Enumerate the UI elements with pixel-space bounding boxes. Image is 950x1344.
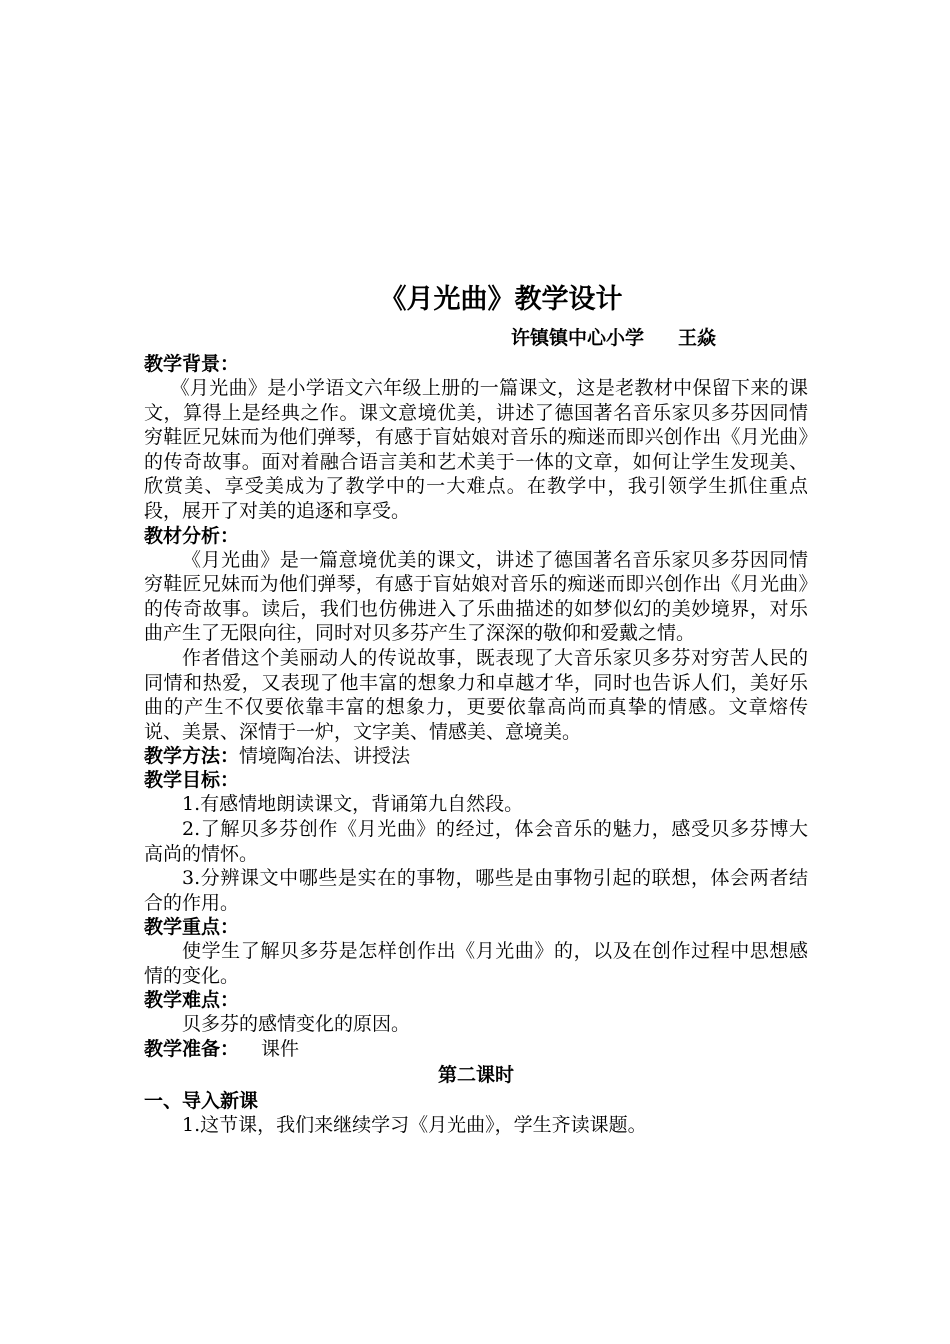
- method-line: [144, 744, 808, 768]
- goal-item-2: 2.了解贝多芬创作《月光曲》的经过，体会音乐的魅力，感受贝多芬博大高尚的情怀。: [144, 817, 808, 865]
- preparation-heading: 教学准备：: [144, 1038, 240, 1061]
- part-one-heading: 一、导入新课: [144, 1090, 259, 1113]
- key-points-text: 使学生了解贝多芬是怎样创作出《月光曲》的，以及在创作过程中思想感情的变化。: [144, 940, 808, 987]
- method-text: 情境陶冶法、讲授法: [239, 745, 411, 768]
- difficulties-heading: 教学难点：: [144, 989, 240, 1012]
- author-school: 许镇镇中心小学: [510, 327, 644, 349]
- goal-item-1: 1.有感情地朗读课文，背诵第九自然段。: [182, 793, 524, 816]
- analysis-paragraph-2: 作者借这个美丽动人的传说故事，既表现了大音乐家贝多芬对穷苦人民的同情和热爱，又表现了他丰富的想象力和卓越才华，同时也告诉人们，美好乐曲的产生不仅要依靠丰富的想象力，更要依靠高尚而真挚的情感。文章熔传说、美景、深情于一炉，文字美、情感美、意境美。: [144, 646, 808, 743]
- document-body: [144, 282, 808, 1138]
- preparation-line: [144, 1037, 808, 1061]
- method-heading: 教学方法：: [144, 745, 240, 768]
- key-points-heading: 教学重点：: [144, 916, 240, 939]
- analysis-paragraph-1: 《月光曲》是一篇意境优美的课文，讲述了德国著名音乐家贝多芬因同情穷鞋匠兄妹而为他们弹琴，有感于盲姑娘对音乐的痴迷而即兴创作出《月光曲》的传奇故事。读后，我们也仿佛进入了乐曲描述的如梦似幻的美妙境界，对乐曲产生了无限向往，同时对贝多芬产生了深深的敬仰和爱戴之情。: [144, 548, 808, 645]
- author-line: [144, 324, 808, 352]
- difficulties-text: 贝多芬的感情变化的原因。: [182, 1013, 411, 1036]
- background-heading: 教学背景：: [144, 353, 240, 375]
- document-title: 《月光曲》教学设计: [379, 284, 623, 315]
- preparation-text: 课件: [261, 1038, 300, 1061]
- goals-heading: 教学目标：: [144, 769, 240, 792]
- goal-item-3: 3.分辨课文中哪些是实在的事物，哪些是由事物引起的联想，体会两者结合的作用。: [144, 867, 808, 914]
- part-one-item-1: 1.这节课，我们来继续学习《月光曲》，学生齐读课题。: [182, 1114, 647, 1137]
- background-text: 《月光曲》是小学语文六年级上册的一篇课文，这是老教材中保留下来的课文，算得上是经典之作。课文意境优美，讲述了德国著名音乐家贝多芬因同情穷鞋匠兄妹而为他们弹琴，有感于盲姑娘对音乐的痴迷而即兴创作出《月光曲》的传奇故事。面对着融合语言美和艺术美于一体的文章，如何让学生发现美、欣赏美、享受美成为了教学中的一大难点。在教学中，我引领学生抓住重点段，展开了对美的追逐和享受。: [144, 377, 808, 522]
- analysis-heading: 教材分析：: [144, 524, 240, 547]
- author-name: 王焱: [677, 327, 716, 349]
- lesson-title: 第二课时: [437, 1064, 514, 1087]
